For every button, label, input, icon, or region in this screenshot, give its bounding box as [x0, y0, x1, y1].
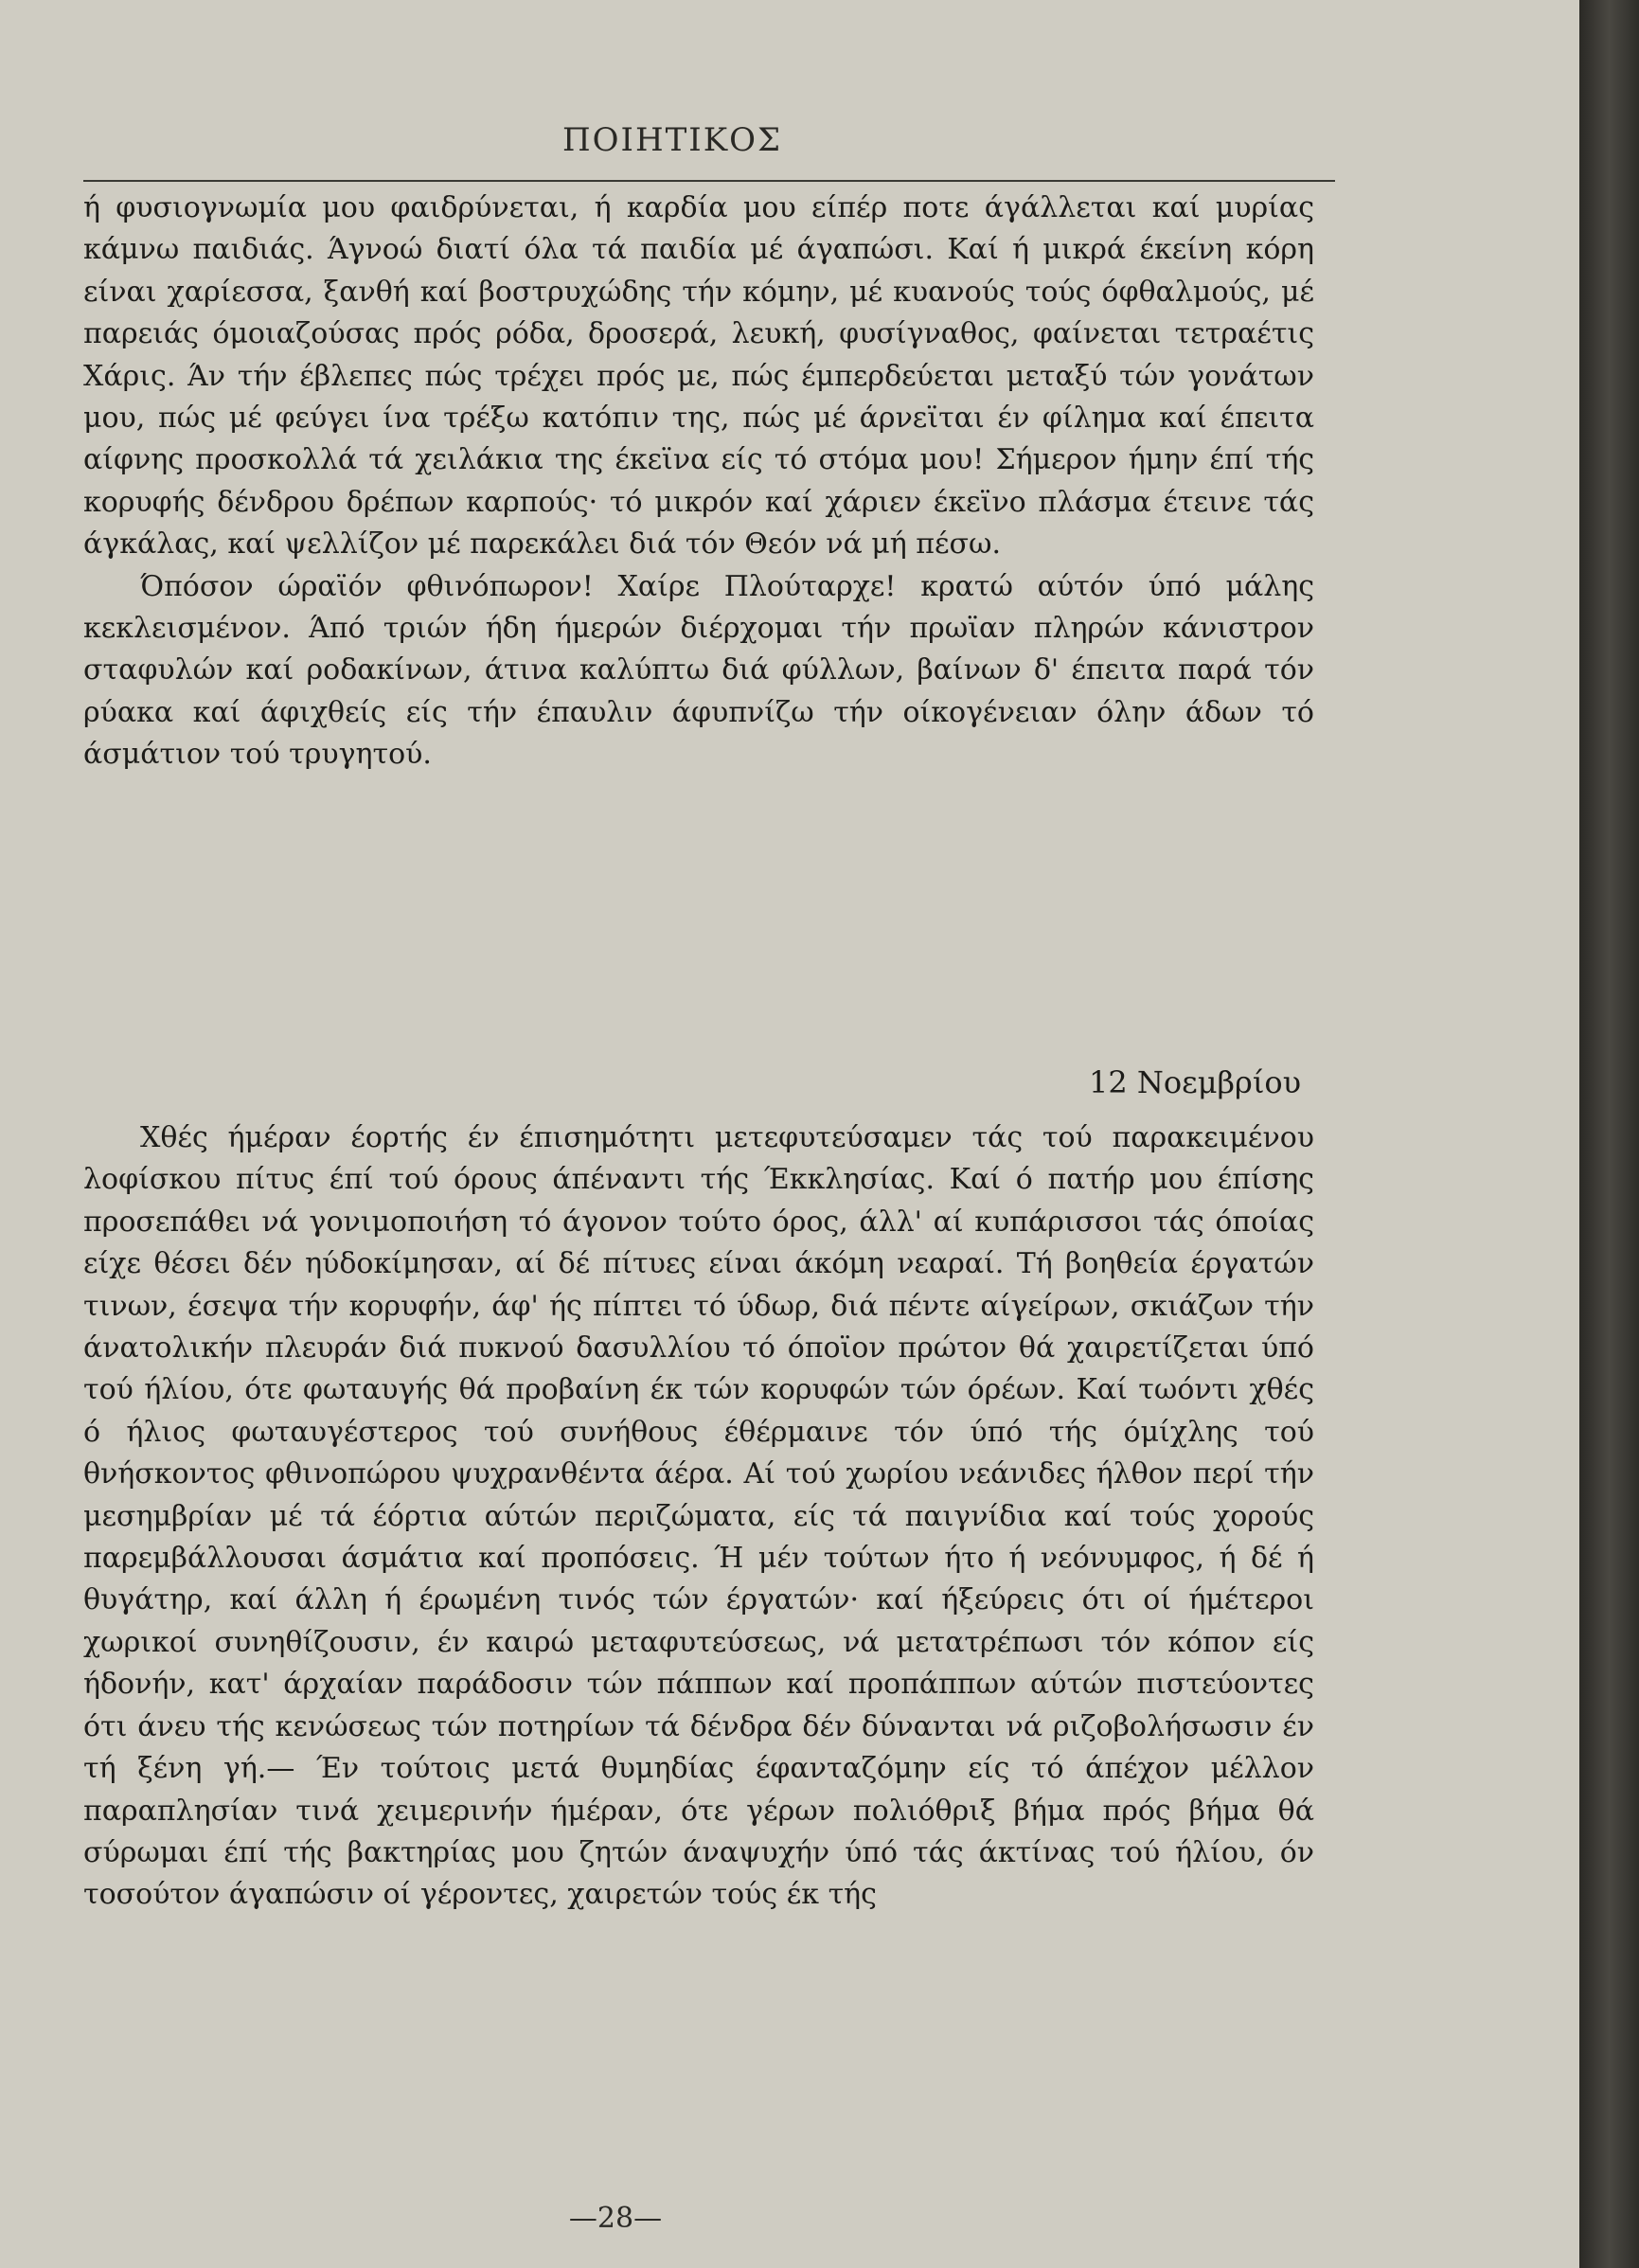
paragraph-1: ή φυσιογνωμία μου φαιδρύνεται, ή καρδία μου είπέρ ποτε άγάλλεται καί μυρίας κάμνω παιδιάς. Άγνοώ διατί όλα τά παιδία μέ άγαπώσι. Καί ή μικρά έκείνη κόρη είναι χαρίεσσα, ξανθή καί βοστρυχώδης τήν κόμην, μέ κυανούς τούς όφθαλμούς, μέ παρειάς όμοιαζούσας πρός ρόδα, δροσερά, λευκή, φυσίγναθος, φαίνεται τετραέτις Χάρις. Άν τήν έβλεπες πώς τρέχει πρός με, πώς έμπερδεύεται μεταξύ τών γονάτων μου, πώς μέ φεύγει ίνα τρέξω κατόπιν της, πώς μέ άρνεϊται έν φίλημα καί έπειτα αίφνης προσκολλά τά χειλάκια της έκεϊνα είς τό στόμα μου! Σήμερον ήμην έπί τής κορυφής δένδρου δρέπων καρπούς· τό μικρόν καί χάριεν έκεϊνο πλάσμα έτεινε τάς άγκάλας, καί ψελλίζον μέ παρεκάλει διά τόν Θεόν νά μή πέσω. [83, 191, 1314, 562]
dateline: 12 Νοεμβρίου [1089, 1064, 1302, 1100]
paragraph-2: Όπόσον ώραϊόν φθινόπωρον! Χαίρε Πλούταρχε! κρατώ αύτόν ύπό μάλης κεκλεισμένον. Άπό τριών ήδη ήμερών διέρχομαι τήν πρωϊαν πληρών κάνιστρον σταφυλών καί ροδακίνων, άτινα καλύπτω διά φύλλων, βαίνων δ' έπειτα παρά τόν ρύακα καί άφιχθείς είς τήν έπαυλιν άφυπνίζω τήν οίκογένειαν όλην άδων τό άσμάτιον τού τρυγητού. [83, 569, 1314, 772]
body-text-lower [83, 1117, 1314, 1917]
header-rule [83, 180, 1335, 182]
page-number: —28— [568, 2202, 663, 2235]
running-head: ΠΟΙΗΤΙΚΟΣ [561, 121, 783, 159]
body-text-upper [83, 188, 1314, 777]
paragraph-3: Χθές ήμέραν έορτής έν έπισημότητι μετεφυτεύσαμεν τάς τού παρακειμένου λοφίσκου πίτυς έπί τού όρους άπέναντι τής Έκκλησίας. Καί ό πατήρ μου έπίσης προσεπάθει νά γονιμοποιήση τό άγονον τούτο όρος, άλλ' αί κυπάρισσοι τάς όποίας είχε θέσει δέν ηύδοκίμησαν, αί δέ πίτυες είναι άκόμη νεαραί. Τή βοηθεία έργατών τινων, έσεψα τήν κορυφήν, άφ' ής πίπτει τό ύδωρ, διά πέντε αίγείρων, σκιάζων τήν άνατολικήν πλευράν διά πυκνού δασυλλίου τό όποϊον πρώτον θά χαιρετίζεται ύπό τού ήλίου, ότε φωταυγής θά προβαίνη έκ τών κορυφών τών όρέων. Καί τωόντι χθές ό ήλιος φωταυγέστερος τού συνήθους έθέρμαινε τόν ύπό τής όμίχλης τού θνήσκοντος φθινοπώρου ψυχρανθέντα άέρα. Αί τού χωρίου νεάνιδες ήλθον περί τήν μεσημβρίαν μέ τά έόρτια αύτών περιζώματα, είς τά παιγνίδια καί τούς χορούς παρεμβάλλουσαι άσμάτια καί προπόσεις. Ή μέν τούτων ήτο ή νεόνυμφος, ή δέ ή θυγάτηρ, καί άλλη ή έρωμένη τινός τών έργατών· καί ήξεύρεις ότι οί ήμέτεροι χωρικοί συνηθίζουσιν, έν καιρώ μεταφυτεύσεως, νά μετατρέπωσι τόν κόπον είς ήδονήν, κατ' άρχαίαν παράδοσιν τών πάππων καί προπάππων αύτών πιστεύοντες ότι άνευ τής κενώσεως τών ποτηρίων τά δένδρα δέν δύνανται νά ριζοβολήσωσιν έν τή ξένη γή.— Έν τούτοις μετά θυμηδίας έφανταζόμην είς τό άπέχον μέλλον παραπλησίαν τινά χειμερινήν ήμέραν, ότε γέρων πολιόθριξ βήμα πρός βήμα θά σύρωμαι έπί τής βακτηρίας μου ζητών άναψυχήν ύπό τάς άκτίνας τού ήλίου, όν τοσούτον άγαπώσιν οί γέροντες, χαιρετών τούς έκ τής [83, 1121, 1314, 1912]
book-spine-shadow [1579, 0, 1639, 2268]
